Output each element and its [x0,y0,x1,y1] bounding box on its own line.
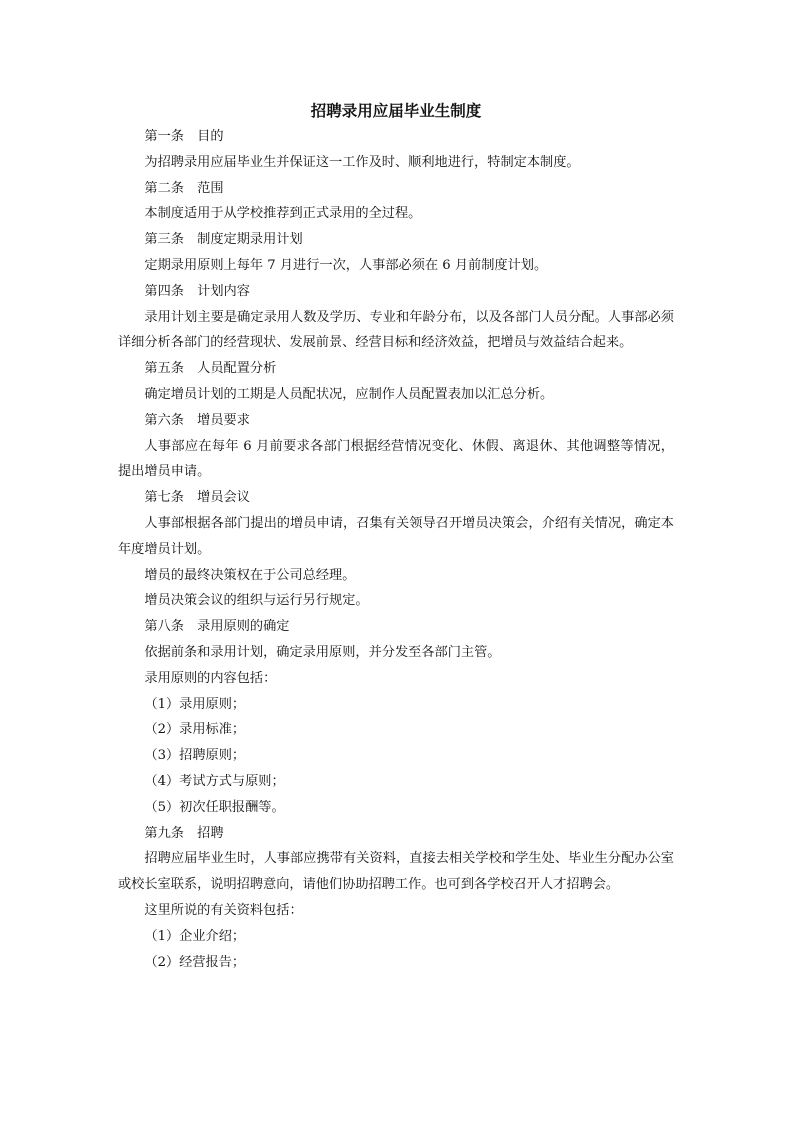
paragraph: 录用计划主要是确定录用人数及学历、专业和年龄分布，以及各部门人员分配。人事部必须详细分析各部门的经营现状、发展前景、经营目标和经济效益，把增员与效益结合起来。 [118,309,674,351]
paragraph: （4）考试方式与原则； [144,773,285,789]
paragraph: 第六条 增员要求 [144,412,250,428]
paragraph: 第七条 增员会议 [144,490,250,506]
paragraph: 增员的最终决策权在于公司总经理。 [144,567,356,583]
paragraph: 确定增员计划的工期是人员配状况，应制作人员配置表加以汇总分析。 [144,386,554,402]
paragraph: 本制度适用于从学校推荐到正式录用的全过程。 [144,206,422,222]
paragraph: 为招聘录用应届毕业生并保证这一工作及时、顺利地进行，特制定本制度。 [144,154,580,170]
paragraph: （1）企业介绍； [144,928,246,944]
paragraph: 录用原则的内容包括： [144,670,277,686]
paragraph: 依据前条和录用计划，确定录用原则，并分发至各部门主管。 [144,644,501,660]
paragraph: 人事部根据各部门提出的增员申请，召集有关领导召开增员决策会，介绍有关情况，确定本年度增员计划。 [118,515,674,557]
paragraph: 第一条 目的 [144,129,224,144]
paragraph: 第三条 制度定期录用计划 [144,232,303,248]
paragraph: 第八条 录用原则的确定 [144,619,290,635]
paragraph: 第二条 范围 [144,180,224,196]
paragraph: 人事部应在每年 6 月前要求各部门根据经营情况变化、休假、离退休、其他调整等情况，提出增员申请。 [118,438,674,480]
paragraph: 第九条 招聘 [144,825,224,841]
paragraph: 招聘应届毕业生时，人事部应携带有关资料，直接去相关学校和学生处、毕业生分配办公室或校长室联系，说明招聘意向，请他们协助招聘工作。也可到各学校召开人才招聘会。 [118,851,674,893]
document-page [118,98,674,975]
paragraph: 第四条 计划内容 [144,283,250,299]
paragraph: （5）初次任职报酬等。 [144,799,285,815]
paragraph: （1）录用原则； [144,696,246,712]
paragraph: 定期录用原则上每年 7 月进行一次，人事部必须在 6 月前制度计划。 [144,257,548,273]
paragraph: 第五条 人员配置分析 [144,361,277,377]
paragraph: 增员决策会议的组织与运行另行规定。 [144,593,369,609]
paragraph: 这里所说的有关资料包括： [144,902,303,918]
paragraph: （3）招聘原则； [144,748,246,764]
paragraph: （2）录用标准； [144,722,246,738]
document-body [118,124,674,975]
paragraph: （2）经营报告； [144,954,246,970]
document-title: 招聘录用应届毕业生制度 [310,102,482,120]
